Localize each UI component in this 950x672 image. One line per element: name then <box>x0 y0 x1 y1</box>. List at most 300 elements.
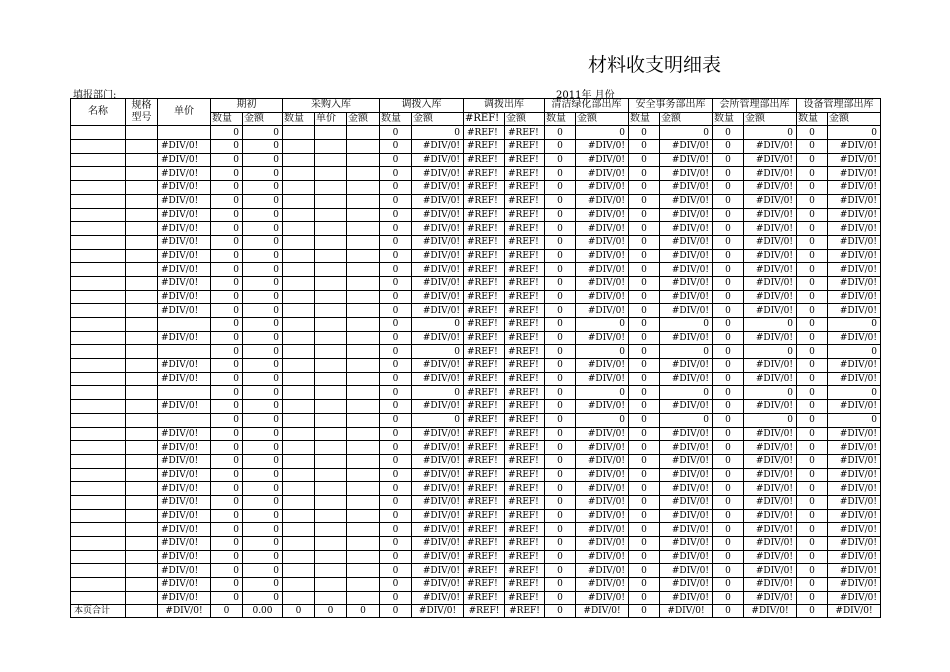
table-row <box>71 564 881 578</box>
row-value-cell: #DIV/0! <box>576 153 629 167</box>
table-row <box>71 318 881 332</box>
row-value-cell: 0 <box>713 591 744 605</box>
row-value-cell: #REF! <box>505 194 545 208</box>
row-name-cell <box>71 427 126 441</box>
row-value-cell: 0 <box>797 276 828 290</box>
row-value-cell: 0 <box>545 591 576 605</box>
row-value-cell: 0 <box>545 263 576 277</box>
row-value-cell: #REF! <box>505 564 545 578</box>
row-name-cell <box>71 468 126 482</box>
row-value-cell: 0 <box>629 304 660 318</box>
row-value-cell: #DIV/0! <box>828 263 881 277</box>
row-value-cell: 0 <box>797 249 828 263</box>
row-spec-cell <box>126 550 158 564</box>
row-value-cell <box>283 167 315 181</box>
row-value-cell <box>315 482 347 496</box>
row-value-cell: #REF! <box>464 345 505 359</box>
row-value-cell: 0 <box>211 290 243 304</box>
row-value-cell: #DIV/0! <box>660 400 713 414</box>
row-value-cell <box>158 318 211 332</box>
header-group-club-out: 会所管理部出库 <box>713 99 797 113</box>
table-row <box>71 126 881 140</box>
row-value-cell: 0 <box>545 427 576 441</box>
header-group-cleaning-out: 清洁绿化部出库 <box>545 99 629 113</box>
row-value-cell: 0 <box>797 509 828 523</box>
row-spec-cell <box>126 194 158 208</box>
row-name-cell <box>71 167 126 181</box>
row-value-cell: 0 <box>545 564 576 578</box>
row-name-cell <box>71 523 126 537</box>
row-value-cell <box>347 482 380 496</box>
row-value-cell: 0 <box>545 400 576 414</box>
row-value-cell: 0 <box>797 222 828 236</box>
total-value-cell: 0 <box>211 605 243 618</box>
row-value-cell: 0 <box>797 482 828 496</box>
row-value-cell: 0 <box>713 413 744 427</box>
row-value-cell <box>347 454 380 468</box>
row-value-cell <box>315 276 347 290</box>
row-value-cell: 0 <box>545 413 576 427</box>
row-value-cell: 0 <box>797 194 828 208</box>
row-name-cell <box>71 564 126 578</box>
row-value-cell: 0 <box>211 427 243 441</box>
row-value-cell: #DIV/0! <box>576 591 629 605</box>
row-value-cell: #DIV/0! <box>744 591 797 605</box>
row-value-cell: 0 <box>380 509 412 523</box>
row-value-cell: 0 <box>243 550 283 564</box>
row-value-cell: 0 <box>380 126 412 140</box>
row-value-cell: 0 <box>243 331 283 345</box>
row-value-cell: #REF! <box>464 249 505 263</box>
row-value-cell: 0 <box>713 276 744 290</box>
row-value-cell: 0 <box>713 454 744 468</box>
row-value-cell: 0 <box>629 427 660 441</box>
row-spec-cell <box>126 386 158 400</box>
row-value-cell: #DIV/0! <box>660 441 713 455</box>
row-value-cell: 0 <box>713 482 744 496</box>
row-value-cell <box>315 290 347 304</box>
row-value-cell <box>315 304 347 318</box>
table-row <box>71 550 881 564</box>
table-row <box>71 413 881 427</box>
row-value-cell <box>347 290 380 304</box>
row-value-cell: #DIV/0! <box>744 276 797 290</box>
row-value-cell: #REF! <box>464 304 505 318</box>
row-spec-cell <box>126 468 158 482</box>
row-spec-cell <box>126 222 158 236</box>
row-value-cell: 0 <box>713 537 744 551</box>
row-value-cell: #REF! <box>464 263 505 277</box>
row-value-cell: #DIV/0! <box>158 482 211 496</box>
row-name-cell <box>71 290 126 304</box>
row-value-cell: #DIV/0! <box>576 194 629 208</box>
table-row <box>71 359 881 373</box>
total-value-cell: 0 <box>380 605 412 618</box>
row-value-cell: 0 <box>629 372 660 386</box>
row-name-cell <box>71 454 126 468</box>
row-value-cell: 0 <box>243 126 283 140</box>
row-name-cell <box>71 537 126 551</box>
row-value-cell: 0 <box>243 591 283 605</box>
row-value-cell <box>283 194 315 208</box>
total-value-cell: 0 <box>315 605 347 618</box>
row-value-cell: #REF! <box>464 331 505 345</box>
row-value-cell <box>315 468 347 482</box>
row-value-cell <box>315 578 347 592</box>
row-value-cell: 0 <box>211 208 243 222</box>
row-value-cell: #DIV/0! <box>158 194 211 208</box>
row-value-cell: #REF! <box>505 386 545 400</box>
row-value-cell <box>283 345 315 359</box>
row-value-cell <box>347 359 380 373</box>
row-value-cell: #DIV/0! <box>828 249 881 263</box>
row-value-cell: 0 <box>713 427 744 441</box>
subheader-cell: 金额 <box>347 112 380 126</box>
row-value-cell: 0 <box>380 372 412 386</box>
row-value-cell: #DIV/0! <box>576 263 629 277</box>
row-value-cell: 0 <box>211 454 243 468</box>
row-value-cell: #DIV/0! <box>158 523 211 537</box>
row-value-cell: 0 <box>545 386 576 400</box>
row-value-cell: #DIV/0! <box>744 578 797 592</box>
material-ledger-table <box>70 98 881 618</box>
row-value-cell: #DIV/0! <box>660 523 713 537</box>
row-value-cell <box>283 304 315 318</box>
row-name-cell <box>71 318 126 332</box>
row-value-cell: #DIV/0! <box>660 167 713 181</box>
row-name-cell <box>71 249 126 263</box>
row-value-cell: 0 <box>660 413 713 427</box>
row-value-cell: #DIV/0! <box>576 290 629 304</box>
row-value-cell: #DIV/0! <box>158 153 211 167</box>
row-value-cell: 0 <box>243 400 283 414</box>
row-value-cell <box>283 126 315 140</box>
row-value-cell: 0 <box>713 386 744 400</box>
row-spec-cell <box>126 400 158 414</box>
row-value-cell: #REF! <box>464 454 505 468</box>
row-value-cell <box>283 427 315 441</box>
row-value-cell: 0 <box>660 345 713 359</box>
row-value-cell: #DIV/0! <box>412 359 464 373</box>
row-value-cell: 0 <box>828 126 881 140</box>
row-value-cell: 0 <box>243 153 283 167</box>
total-value-cell: 0 <box>347 605 380 618</box>
row-value-cell: #REF! <box>464 181 505 195</box>
row-spec-cell <box>126 276 158 290</box>
row-value-cell: 0 <box>629 359 660 373</box>
row-value-cell: 0 <box>545 523 576 537</box>
row-value-cell: 0 <box>545 372 576 386</box>
total-value-cell: #DIV/0! <box>158 605 211 618</box>
row-value-cell <box>315 140 347 154</box>
row-value-cell: 0 <box>211 550 243 564</box>
total-value-cell: 0 <box>283 605 315 618</box>
row-value-cell: #DIV/0! <box>158 441 211 455</box>
row-value-cell: 0 <box>545 495 576 509</box>
row-value-cell: #DIV/0! <box>744 194 797 208</box>
row-value-cell: 0 <box>211 537 243 551</box>
row-value-cell: 0 <box>797 126 828 140</box>
table-row <box>71 276 881 290</box>
header-price: 单价 <box>158 99 211 126</box>
row-name-cell <box>71 140 126 154</box>
row-value-cell: #DIV/0! <box>158 495 211 509</box>
row-value-cell: #DIV/0! <box>744 372 797 386</box>
row-value-cell: 0 <box>211 441 243 455</box>
row-value-cell: 0 <box>797 318 828 332</box>
row-name-cell <box>71 591 126 605</box>
row-value-cell: #REF! <box>464 495 505 509</box>
row-value-cell: #DIV/0! <box>828 509 881 523</box>
row-value-cell: #DIV/0! <box>828 290 881 304</box>
row-value-cell: 0 <box>576 345 629 359</box>
row-value-cell: 0 <box>380 441 412 455</box>
row-value-cell: #REF! <box>505 167 545 181</box>
row-value-cell: 0 <box>380 427 412 441</box>
row-name-cell <box>71 386 126 400</box>
row-value-cell: 0 <box>243 564 283 578</box>
row-name-cell <box>71 509 126 523</box>
row-value-cell: #DIV/0! <box>576 140 629 154</box>
row-value-cell: 0 <box>713 550 744 564</box>
row-value-cell: #DIV/0! <box>744 208 797 222</box>
row-value-cell: #DIV/0! <box>660 276 713 290</box>
row-value-cell: 0 <box>380 591 412 605</box>
row-value-cell: #REF! <box>464 468 505 482</box>
row-value-cell: 0 <box>380 222 412 236</box>
total-value-cell: #DIV/0! <box>828 605 881 618</box>
row-name-cell <box>71 181 126 195</box>
total-value-cell: #REF! <box>464 605 505 618</box>
row-value-cell: #DIV/0! <box>744 249 797 263</box>
row-value-cell <box>315 345 347 359</box>
row-value-cell: 0 <box>211 345 243 359</box>
row-value-cell: 0 <box>797 235 828 249</box>
row-value-cell: 0 <box>243 208 283 222</box>
row-value-cell: #DIV/0! <box>660 222 713 236</box>
row-value-cell: #DIV/0! <box>576 400 629 414</box>
row-value-cell: 0 <box>211 523 243 537</box>
row-value-cell: #DIV/0! <box>828 235 881 249</box>
row-value-cell: 0 <box>797 359 828 373</box>
row-value-cell: 0 <box>243 181 283 195</box>
row-value-cell <box>347 537 380 551</box>
row-value-cell: 0 <box>380 153 412 167</box>
subheader-cell: 数量 <box>211 112 243 126</box>
row-value-cell: 0 <box>713 249 744 263</box>
row-value-cell: 0 <box>211 564 243 578</box>
row-value-cell: #DIV/0! <box>158 140 211 154</box>
row-value-cell <box>315 454 347 468</box>
row-value-cell: 0 <box>576 318 629 332</box>
row-value-cell: #REF! <box>505 400 545 414</box>
header-spec: 规格型号 <box>126 99 158 126</box>
row-value-cell: #REF! <box>464 400 505 414</box>
row-spec-cell <box>126 427 158 441</box>
row-value-cell <box>283 359 315 373</box>
row-value-cell: #DIV/0! <box>576 222 629 236</box>
table-row <box>71 454 881 468</box>
row-value-cell: #REF! <box>505 140 545 154</box>
row-value-cell: 0 <box>380 523 412 537</box>
row-value-cell: 0 <box>828 318 881 332</box>
row-value-cell: 0 <box>380 304 412 318</box>
row-value-cell: 0 <box>797 564 828 578</box>
row-value-cell <box>315 372 347 386</box>
table-row <box>71 468 881 482</box>
row-value-cell: #DIV/0! <box>158 290 211 304</box>
row-value-cell: 0 <box>380 345 412 359</box>
row-name-cell <box>71 208 126 222</box>
row-value-cell <box>315 181 347 195</box>
row-value-cell: 0 <box>713 345 744 359</box>
row-value-cell: #DIV/0! <box>412 550 464 564</box>
row-value-cell: #DIV/0! <box>744 550 797 564</box>
row-value-cell <box>347 167 380 181</box>
row-value-cell: 0 <box>713 181 744 195</box>
row-value-cell <box>283 441 315 455</box>
row-value-cell: 0 <box>545 345 576 359</box>
row-value-cell: 0 <box>380 140 412 154</box>
row-value-cell: 0 <box>380 564 412 578</box>
row-name-cell <box>71 304 126 318</box>
row-value-cell: #DIV/0! <box>158 304 211 318</box>
row-value-cell: 0 <box>797 591 828 605</box>
row-value-cell: #DIV/0! <box>828 564 881 578</box>
row-value-cell: 0 <box>211 495 243 509</box>
dept-label: 填报部门: <box>73 90 117 101</box>
row-value-cell: 0 <box>629 235 660 249</box>
row-value-cell: #DIV/0! <box>576 441 629 455</box>
row-value-cell <box>315 413 347 427</box>
row-value-cell <box>283 578 315 592</box>
row-spec-cell <box>126 235 158 249</box>
row-value-cell: 0 <box>380 578 412 592</box>
row-value-cell: #DIV/0! <box>576 372 629 386</box>
row-value-cell <box>283 140 315 154</box>
row-value-cell: #DIV/0! <box>412 194 464 208</box>
row-value-cell: #DIV/0! <box>158 372 211 386</box>
row-value-cell: 0 <box>211 276 243 290</box>
row-value-cell: #REF! <box>464 235 505 249</box>
table-row <box>71 153 881 167</box>
row-value-cell <box>283 482 315 496</box>
row-value-cell: 0 <box>828 386 881 400</box>
table-row <box>71 249 881 263</box>
row-spec-cell <box>126 509 158 523</box>
row-value-cell: 0 <box>797 413 828 427</box>
row-value-cell: #DIV/0! <box>744 140 797 154</box>
row-value-cell: #REF! <box>505 454 545 468</box>
row-value-cell: #REF! <box>464 509 505 523</box>
row-value-cell: 0 <box>713 153 744 167</box>
row-value-cell: #DIV/0! <box>660 372 713 386</box>
row-value-cell: #DIV/0! <box>660 537 713 551</box>
row-value-cell: 0 <box>576 413 629 427</box>
row-value-cell: #DIV/0! <box>828 304 881 318</box>
row-value-cell: #DIV/0! <box>576 249 629 263</box>
row-value-cell: 0 <box>545 194 576 208</box>
row-value-cell <box>283 523 315 537</box>
row-value-cell: #DIV/0! <box>412 537 464 551</box>
row-value-cell: #REF! <box>464 153 505 167</box>
row-name-cell <box>71 345 126 359</box>
row-value-cell: 0 <box>629 509 660 523</box>
row-value-cell: 0 <box>545 578 576 592</box>
total-row <box>71 605 881 618</box>
row-value-cell: #DIV/0! <box>158 454 211 468</box>
row-value-cell: 0 <box>797 345 828 359</box>
row-value-cell: 0 <box>380 550 412 564</box>
row-value-cell <box>347 318 380 332</box>
subheader-cell: 数量 <box>380 112 412 126</box>
row-value-cell <box>283 372 315 386</box>
row-value-cell: #REF! <box>464 372 505 386</box>
header-group-transfer-out: 调拨出库 <box>464 99 545 113</box>
row-value-cell: 0 <box>629 126 660 140</box>
row-value-cell <box>283 181 315 195</box>
row-value-cell: 0 <box>211 400 243 414</box>
row-value-cell <box>315 509 347 523</box>
table-row <box>71 482 881 496</box>
row-value-cell: #DIV/0! <box>828 441 881 455</box>
row-value-cell: #DIV/0! <box>744 537 797 551</box>
row-value-cell <box>347 372 380 386</box>
row-value-cell: 0 <box>545 509 576 523</box>
row-value-cell: 0 <box>629 495 660 509</box>
row-value-cell <box>347 495 380 509</box>
row-value-cell: 0 <box>380 413 412 427</box>
row-value-cell: #DIV/0! <box>158 181 211 195</box>
table-row <box>71 578 881 592</box>
row-value-cell: #DIV/0! <box>576 331 629 345</box>
row-value-cell: 0 <box>744 386 797 400</box>
row-value-cell: 0 <box>211 181 243 195</box>
row-value-cell <box>347 578 380 592</box>
row-value-cell: #REF! <box>464 140 505 154</box>
row-value-cell: 0 <box>243 578 283 592</box>
row-value-cell: 0 <box>412 345 464 359</box>
row-value-cell: 0 <box>545 482 576 496</box>
row-value-cell: #DIV/0! <box>412 427 464 441</box>
row-value-cell: 0 <box>797 427 828 441</box>
row-value-cell: #DIV/0! <box>828 194 881 208</box>
row-value-cell: 0 <box>412 318 464 332</box>
row-value-cell: 0 <box>211 153 243 167</box>
row-value-cell: #REF! <box>505 550 545 564</box>
row-value-cell: 0 <box>243 194 283 208</box>
row-value-cell <box>315 167 347 181</box>
row-value-cell: #DIV/0! <box>412 523 464 537</box>
row-spec-cell <box>126 495 158 509</box>
row-value-cell: #DIV/0! <box>744 263 797 277</box>
row-value-cell: 0 <box>545 249 576 263</box>
row-value-cell: #DIV/0! <box>828 550 881 564</box>
row-value-cell: #DIV/0! <box>158 400 211 414</box>
row-name-cell <box>71 359 126 373</box>
table-row <box>71 372 881 386</box>
row-value-cell: #DIV/0! <box>576 454 629 468</box>
row-value-cell: #DIV/0! <box>828 372 881 386</box>
row-value-cell: 0 <box>660 126 713 140</box>
row-value-cell: #DIV/0! <box>744 400 797 414</box>
row-value-cell: #REF! <box>505 290 545 304</box>
row-value-cell: 0 <box>211 235 243 249</box>
row-value-cell <box>315 208 347 222</box>
table-row <box>71 304 881 318</box>
row-value-cell: #DIV/0! <box>828 482 881 496</box>
row-value-cell: #DIV/0! <box>744 564 797 578</box>
